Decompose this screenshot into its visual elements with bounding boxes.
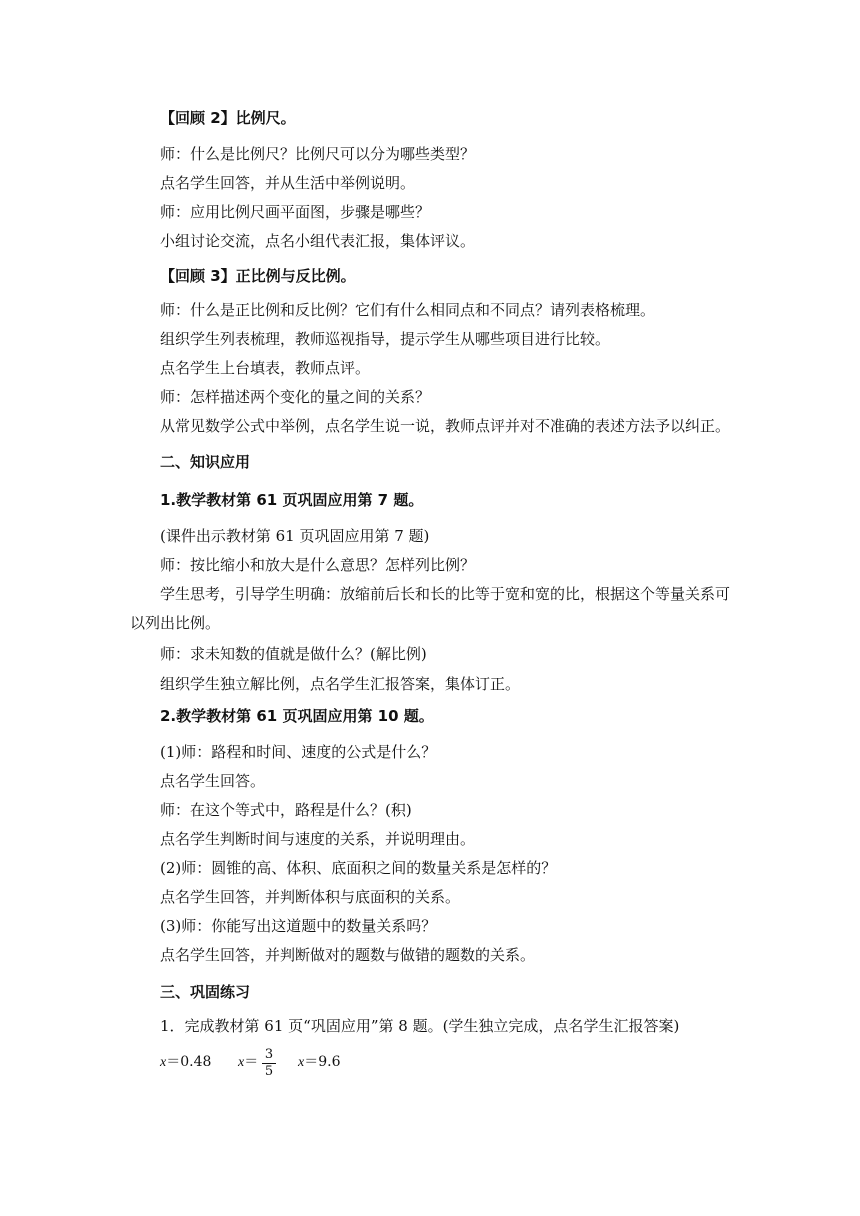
review3-line: 从常见数学公式中举例，点名学生说一说，教师点评并对不准确的表述方法予以纠正。 [160,417,731,435]
answer-b-equals: ＝ [244,1054,259,1070]
section3-item1: 1．完成教材第 61 页“巩固应用”第 8 题。(学生独立完成，点名学生汇报答案) [160,1017,680,1035]
section2-item1-line: 以列出比例。 [130,614,221,632]
review2-line: 小组讨论交流，点名小组代表汇报，集体评议。 [160,232,476,250]
section2-item2-line: 点名学生回答。 [160,772,266,790]
review3-heading: 【回顾 3】正比例与反比例。 [160,267,356,285]
answers-row [160,1052,211,1073]
section2-item1-line: 师：求未知数的值就是做什么？(解比例) [160,645,427,663]
review2-heading: 【回顾 2】比例尺。 [160,109,296,127]
review3-line: 组织学生列表梳理，教师巡视指导，提示学生从哪些项目进行比较。 [160,330,611,348]
review3-line: 点名学生上台填表，教师点评。 [160,359,371,377]
answer-b-fraction [262,1048,276,1079]
answer-c [298,1052,340,1073]
section2-item2-line: 点名学生判断时间与速度的关系，并说明理由。 [160,830,476,848]
section2-heading: 二、知识应用 [160,453,251,471]
answer-a-value: ＝0.48 [166,1054,212,1070]
section2-item2-line: (1)师：路程和时间、速度的公式是什么？ [160,743,437,761]
section2-item2-line: (3)师：你能写出这道题中的数量关系吗？ [160,917,437,935]
section3-heading: 三、巩固练习 [160,983,251,1001]
review2-line: 师：应用比例尺画平面图，步骤是哪些？ [160,203,431,221]
answer-c-value: ＝9.6 [304,1054,341,1070]
section2-item1-line: 学生思考，引导学生明确：放缩前后长和长的比等于宽和宽的比，根据这个等量关系可 [160,585,731,603]
answer-b [238,1052,258,1073]
answer-a-var: x [160,1055,167,1070]
answer-c-var: x [298,1055,305,1070]
review2-line: 师：什么是比例尺？比例尺可以分为哪些类型？ [160,145,476,163]
review3-line: 师：什么是正比例和反比例？它们有什么相同点和不同点？请列表格梳理。 [160,301,656,319]
review2-line: 点名学生回答，并从生活中举例说明。 [160,174,416,192]
section2-item1-title: 1.教学教材第 61 页巩固应用第 7 题。 [160,491,424,509]
section2-item1-line: 组织学生独立解比例，点名学生汇报答案，集体订正。 [160,675,521,693]
section2-item2-line: 点名学生回答，并判断做对的题数与做错的题数的关系。 [160,946,536,964]
section2-item2-title: 2.教学教材第 61 页巩固应用第 10 题。 [160,707,434,725]
review3-line: 师：怎样描述两个变化的量之间的关系？ [160,388,431,406]
section2-item1-line: 师：按比缩小和放大是什么意思？怎样列比例？ [160,556,476,574]
section2-item2-line: (2)师：圆锥的高、体积、底面积之间的数量关系是怎样的？ [160,859,557,877]
fraction-numerator: 3 [264,1047,274,1062]
answer-b-var: x [238,1055,245,1070]
section2-item2-line: 师：在这个等式中，路程是什么？(积) [160,801,412,819]
fraction-denominator: 5 [264,1064,274,1079]
section2-item1-note: (课件出示教材第 61 页巩固应用第 7 题) [160,527,430,545]
section2-item2-line: 点名学生回答，并判断体积与底面积的关系。 [160,888,461,906]
